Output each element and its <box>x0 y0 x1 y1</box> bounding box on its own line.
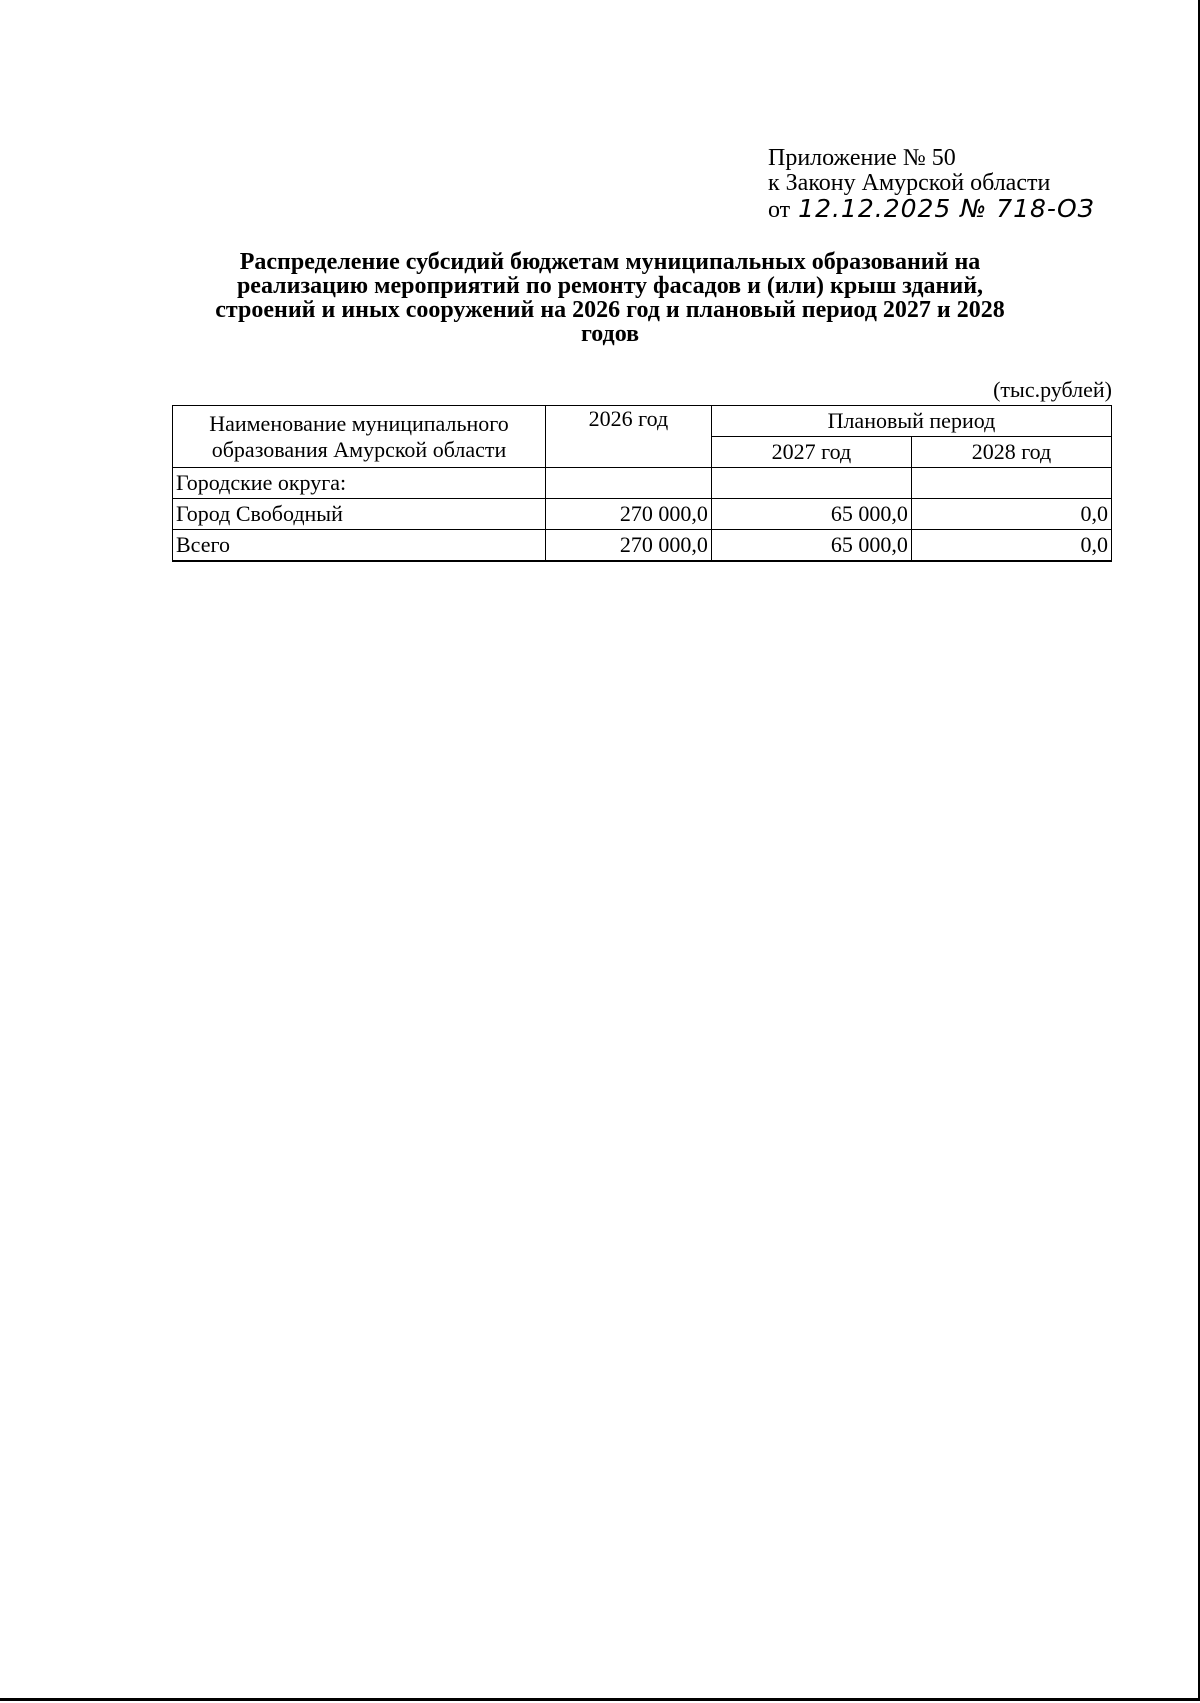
table-row <box>173 499 1112 530</box>
group-name: Городские округа: <box>173 468 546 499</box>
handwritten-signature-date: 12.12.2025 № 718-ОЗ <box>798 194 1095 223</box>
row-2026: 270 000,0 <box>545 499 711 530</box>
header-planned-period: Плановый период <box>711 406 1111 437</box>
header-2028: 2028 год <box>911 437 1111 468</box>
appendix-block <box>768 146 1095 223</box>
group-2027 <box>711 468 911 499</box>
table-header-row-1 <box>173 406 1112 437</box>
appendix-number: Приложение № 50 <box>768 145 956 171</box>
group-2026 <box>545 468 711 499</box>
total-2026: 270 000,0 <box>545 530 711 562</box>
appendix-law-ref: к Закону Амурской области <box>768 170 1051 196</box>
header-2026: 2026 год <box>545 406 711 468</box>
header-2027: 2027 год <box>711 437 911 468</box>
appendix-date-line <box>768 196 1095 223</box>
header-name-line-2: образования Амурской области <box>211 436 507 462</box>
total-2028: 0,0 <box>911 530 1111 562</box>
title-line-3: строений и иных сооружений на 2026 год и плановый период 2027 и 2028 <box>215 297 1005 323</box>
row-2027: 65 000,0 <box>711 499 911 530</box>
table-total-row <box>173 530 1112 562</box>
appendix-date-prefix: от <box>768 197 791 223</box>
total-2027: 65 000,0 <box>711 530 911 562</box>
header-name-line-1: Наименование муниципального <box>209 410 509 436</box>
units-label: (тыс.рублей) <box>993 377 1112 402</box>
document-title <box>160 250 1060 346</box>
row-2028: 0,0 <box>911 499 1111 530</box>
total-name: Всего <box>173 530 546 562</box>
header-name <box>173 406 546 468</box>
table-group-row <box>173 468 1112 499</box>
subsidy-table <box>172 405 1112 562</box>
title-line-2: реализацию мероприятий по ремонту фасадов и (или) крыш зданий, <box>236 273 984 299</box>
title-line-1: Распределение субсидий бюджетам муниципальных образований на <box>239 249 981 275</box>
group-2028 <box>911 468 1111 499</box>
row-name: Город Свободный <box>173 499 546 530</box>
title-line-4: годов <box>580 321 640 347</box>
